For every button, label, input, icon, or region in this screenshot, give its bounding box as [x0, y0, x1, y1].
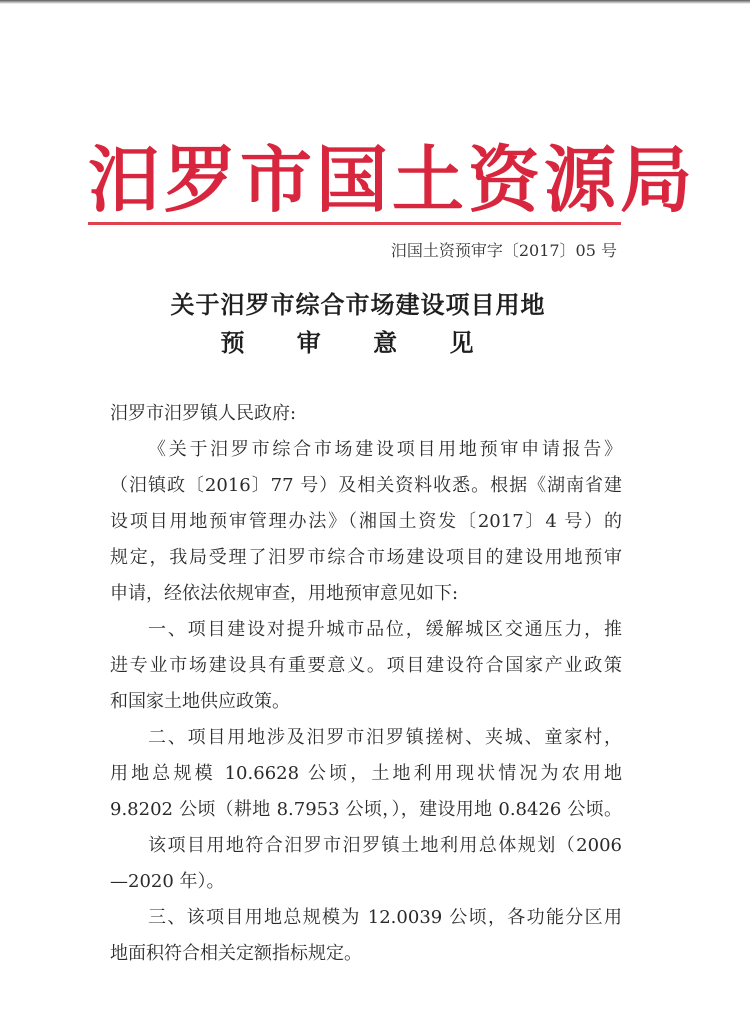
body-line: 进专业市场建设具有重要意义。项目建设符合国家产业政策: [110, 655, 622, 676]
body-line: 三、该项目用地总规模为 12.0039 公顷，各功能分区用: [148, 907, 622, 928]
letterhead-red-rule: [88, 222, 621, 225]
body-line: 地面积符合相关定额指标规定。: [110, 943, 362, 964]
document-number: 汨国土资预审字〔2017〕05 号: [390, 241, 617, 260]
body-line: 《关于汨罗市综合市场建设项目用地预审申请报告》: [148, 439, 622, 460]
body-line: （汨镇政〔2016〕77 号）及相关资料收悉。根据《湖南省建: [110, 475, 622, 496]
body-line: 申请，经依法依规审查，用地预审意见如下:: [110, 583, 459, 604]
document-title-line-2: 预 审 意 见: [220, 328, 496, 357]
body-line: 9.8202 公顷（耕地 8.7953 公顷，），建设用地 0.8426 公顷。: [110, 799, 622, 820]
document-title-line-1: 关于汨罗市综合市场建设项目用地: [170, 290, 546, 319]
scan-edge: [0, 0, 750, 4]
body-line: 该项目用地符合汨罗市汨罗镇土地利用总体规划（2006: [148, 835, 622, 856]
body-line: 规定，我局受理了汨罗市综合市场建设项目的建设用地预审: [110, 547, 622, 568]
salutation: 汨罗市汨罗镇人民政府:: [110, 403, 297, 424]
body-line: 用地总规模 10.6628 公顷，土地利用现状情况为农用地: [110, 763, 622, 784]
body-line: 一、项目建设对提升城市品位，缓解城区交通压力，推: [148, 619, 622, 640]
body-line: 和国家土地供应政策。: [110, 691, 290, 712]
agency-letterhead: 汨罗市国土资源局: [88, 137, 697, 222]
body-text: [110, 432, 622, 972]
body-line: 二、项目用地涉及汨罗市汨罗镇搓树、夹城、童家村，: [148, 727, 622, 748]
body-line: —2020 年）。: [110, 871, 225, 892]
body-line: 设项目用地预审管理办法》（湘国土资发〔2017〕4 号）的: [110, 511, 622, 532]
